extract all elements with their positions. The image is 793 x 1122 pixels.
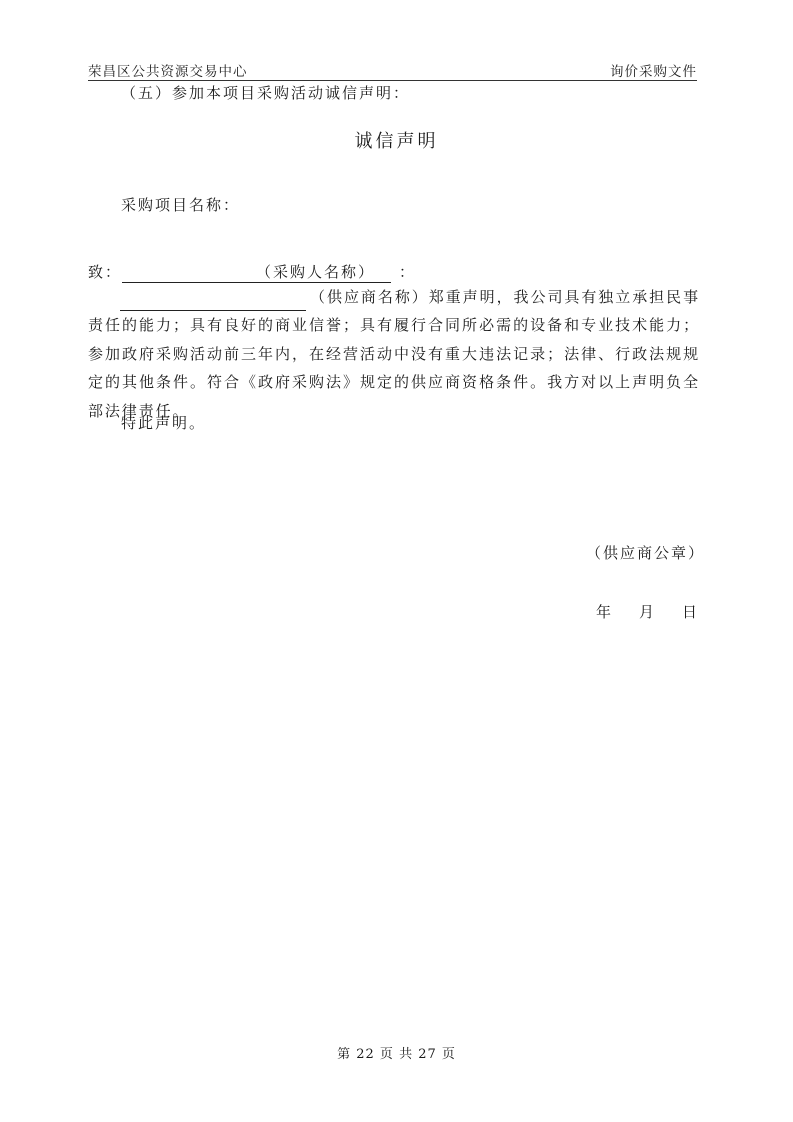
page-header (88, 58, 697, 81)
project-name-label: 采购项目名称： (121, 196, 241, 214)
to-colon: ： (399, 263, 417, 281)
date-day: 日 (682, 603, 700, 621)
document-title: 诚信声明 (354, 131, 439, 152)
to-label: 致： (88, 263, 123, 281)
supplier-placeholder: （供应商名称） (310, 288, 429, 306)
statement-body: 郑重声明，我公司具有独立承担民事责任的能力；具有良好的商业信誉；具有履行合同所必需的设备和专业技术能力；参加政府采购活动前三年内，在经营活动中没有重大违法记录；法律、行政法规规定的其他条件。符合《政府采购法》规定的供应商资格条件。我方对以上声明负全部法律责任。 (88, 288, 700, 420)
supplier-seal-label: （供应商公章） (586, 544, 706, 562)
header-document-type: 询价采购文件 (610, 64, 697, 80)
purchaser-placeholder: （采购人名称） (256, 263, 376, 281)
date-month: 月 (639, 603, 657, 621)
section-heading: （五）参加本项目采购活动诚信声明： (121, 84, 411, 102)
date-line (596, 601, 699, 622)
date-year: 年 (596, 603, 614, 621)
supplier-blank (120, 292, 306, 311)
closing-statement: 特此声明。 (121, 414, 207, 432)
header-organization: 荣昌区公共资源交易中心 (88, 64, 248, 80)
purchaser-blank (122, 264, 256, 283)
purchaser-blank-tail (375, 264, 391, 283)
page-footer: 第 22 页 共 27 页 (337, 1047, 456, 1062)
addressee-line (88, 261, 416, 283)
statement-paragraph (88, 283, 700, 425)
